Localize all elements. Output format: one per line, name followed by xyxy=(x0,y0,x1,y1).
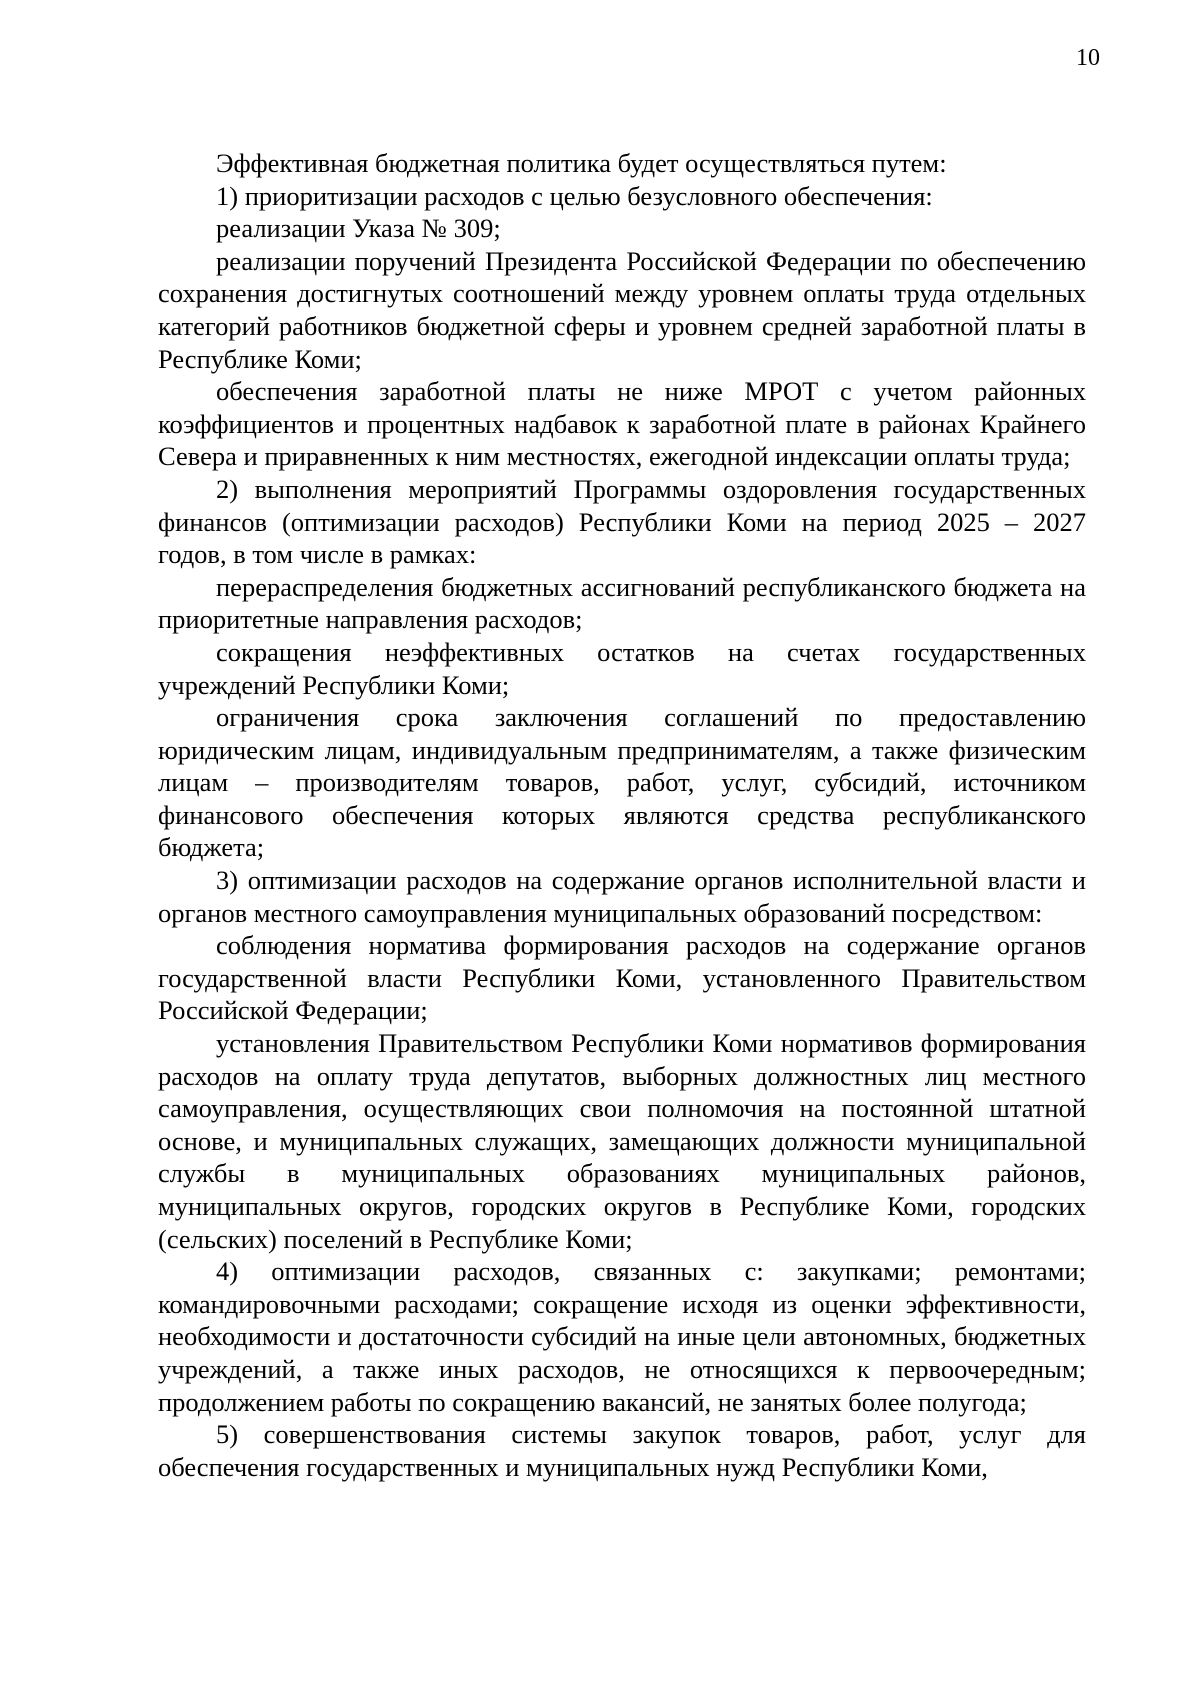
document-body xyxy=(158,147,1086,1483)
paragraph-item-1: 1) приоритизации расходов с целью безусловного обеспечения: xyxy=(216,180,933,211)
paragraph-payroll-standards: установления Правительством Республики Коми нормативов формирования расходов на оплату труда депутатов, выборных должностных лиц местного самоуправления, осуществляющих свои полномочия на постоянной штатной основе, и муниципальных служащих, замещающих должности муниципальной службы в муниципальных образованиях муниципальных районов, муниципальных округов, городских округов в Республике Коми, городских (сельских) поселений в Республике Коми; xyxy=(158,1028,1086,1254)
paragraph-minimum-wage: обеспечения заработной платы не ниже МРОТ с учетом районных коэффициентов и процентных надбавок к заработной плате в районах Крайнего Севера и приравненных к ним местностях, ежегодной индексации оплаты труда; xyxy=(158,376,1086,472)
paragraph-president-instructions: реализации поручений Президента Российской Федерации по обеспечению сохранения достигнутых соотношений между уровнем оплаты труда отдельных категорий работников бюджетной сферы и уровнем средней заработной платы в Республике Коми; xyxy=(158,245,1086,374)
paragraph-budget-reallocation: перераспределения бюджетных ассигнований республиканского бюджета на приоритетные направления расходов; xyxy=(158,571,1086,635)
paragraph-subsidy-agreements: ограничения срока заключения соглашений по предоставлению юридическим лицам, индивидуальным предпринимателям, а также физическим лицам – производителям товаров, работ, услуг, субсидий, источником финансового обеспечения которых являются средства республиканского бюджета; xyxy=(158,702,1086,863)
page-number: 10 xyxy=(1076,45,1100,71)
paragraph-expense-standard: соблюдения норматива формирования расходов на содержание органов государственной власти Республики Коми, установленного Правительством Российской Федерации; xyxy=(158,930,1086,1026)
paragraph-decree-309: реализации Указа № 309; xyxy=(216,213,501,244)
paragraph-item-5: 5) совершенствования системы закупок товаров, работ, услуг для обеспечения государственных и муниципальных нужд Республики Коми, xyxy=(158,1419,1086,1482)
paragraph-ineffective-balances: сокращения неэффективных остатков на счетах государственных учреждений Республики Коми; xyxy=(158,636,1086,700)
paragraph-item-3: 3) оптимизации расходов на содержание органов исполнительной власти и органов местного самоуправления муниципальных образований посредством: xyxy=(158,865,1086,928)
paragraph-intro: Эффективная бюджетная политика будет осуществляться путем: xyxy=(216,148,947,178)
paragraph-item-4: 4) оптимизации расходов, связанных с: закупками; ремонтами; командировочными расходами; сокращение исходя из оценки эффективности, необходимости и достаточности субсидий на иные цели автономных, бюджетных учреждений, а также иных расходов, не относящихся к первоочередным; продолжением работы по сокращению вакансий, не занятых более полугода; xyxy=(158,1256,1086,1417)
paragraph-item-2: 2) выполнения мероприятий Программы оздоровления государственных финансов (оптимизации расходов) Республики Коми на период 2025 – 2027 годов, в том числе в рамках: xyxy=(158,473,1086,570)
